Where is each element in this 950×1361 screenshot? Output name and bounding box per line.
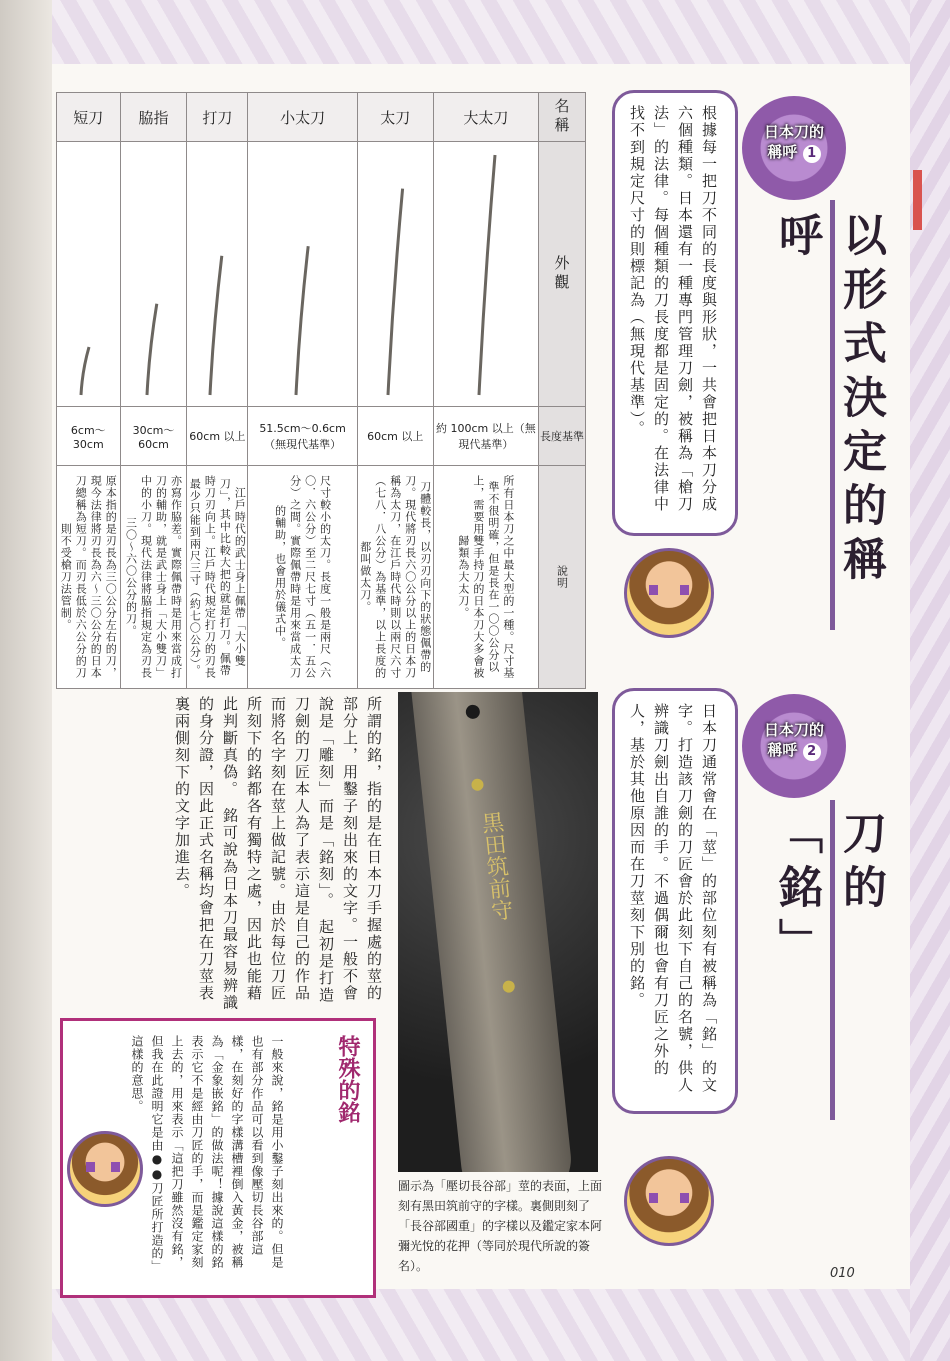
length-cell: 6cm～30cm <box>57 407 121 466</box>
length-cell: 60cm 以上 <box>187 407 248 466</box>
section2-badge-line2: 稱呼 <box>767 741 798 759</box>
table-row-length <box>57 407 586 466</box>
section2-badge-line1: 日本刀的 <box>763 721 824 739</box>
row-label-name: 名稱 <box>539 93 586 142</box>
description-cell: 所有日本刀之中最大型的一種。尺寸基準不很明確，但是長在一〇〇公分以上，需要用雙手持刀的日本刀大多會被歸類為大太刀。 <box>433 466 538 689</box>
blade-cell <box>57 142 121 407</box>
column-header: 脇指 <box>120 93 187 142</box>
row-label-description: 說明 <box>539 466 586 689</box>
character-avatar <box>67 1131 143 1207</box>
sword-tang-image <box>411 692 575 1172</box>
column-header: 短刀 <box>57 93 121 142</box>
bottom-pattern-band <box>0 1289 950 1361</box>
photo-caption: 圖示為「壓切長谷部」莖的表面，上面刻有黑田筑前守的字樣。裏側則刻了「長谷部國重」的字樣以及鑑定家本阿彌光悅的花押（等同於現代所說的簽名）。 <box>398 1179 603 1273</box>
character-avatar <box>624 548 714 638</box>
sword-blade-image <box>73 149 103 399</box>
column-header: 打刀 <box>187 93 248 142</box>
section1-badge-line1: 日本刀的 <box>763 123 824 141</box>
sword-types-table <box>56 92 586 689</box>
row-label-appearance: 外觀 <box>539 142 586 407</box>
section1-bubble-text: 根據每一把刀不同的長度與形狀，一共會把日本刀分成六個種類。日本還有一種專門管理刀劍，被稱為「槍刀法」的法律。每個種類的刀長度都是固定的。在法律中找不到規定尺寸的則標記為（無現代基準）。 <box>628 105 718 513</box>
section1-badge <box>742 96 846 200</box>
section2-title: 刀的「銘」 <box>771 810 886 972</box>
section2-bubble-text: 日本刀通常會在「莖」的部位刻有被稱為「銘」的文字。打造該刀劍的刀匠會於此刻下自己的名號，供人辨識刀劍出自誰的手。不過偶爾也會有刀匠之外的人，基於其他原因而在刀莖刻下別的銘。 <box>628 703 718 1094</box>
sword-blade-image <box>471 149 501 399</box>
column-header: 太刀 <box>357 93 433 142</box>
description-cell: 亦寫作脇差。實際佩帶時是用來當成打刀的輔助，就是武士身上「大小雙刀」中的小刀。現代法律將脇指規定為刃長三〇～六〇公分的刀。 <box>120 466 187 689</box>
page-tab-marker <box>913 170 922 230</box>
section1-badge-number: 1 <box>803 145 821 163</box>
character-avatar <box>624 1156 714 1246</box>
blade-cell <box>248 142 357 407</box>
description-cell: 刀體較長，以刃刃向下的狀態佩帶的刀。現代將刃長六〇公分以上的日本刀稱為太刀，在江戶時代時則以兩尺六寸（七八．八公分）為基準，以上長度的都叫做太刀。 <box>357 466 433 689</box>
description-cell: 尺寸較小的太刀。長度一般是兩尺（六〇．六公分）至二尺七寸（五一．五公分）之間。實際佩帶時是用來當成太刀的輔助，也會用於儀式中。 <box>248 466 357 689</box>
blade-cell <box>187 142 248 407</box>
tang-photo <box>398 692 598 1172</box>
column-header: 大太刀 <box>433 93 538 142</box>
section1-speech-bubble <box>612 90 738 536</box>
row-label-length: 長度基準 <box>539 407 586 466</box>
table-row-description <box>57 466 586 689</box>
description-cell: 江戶時代的武士身上佩帶「大小雙刀」，其中比較大把的就是打刀。佩帶時刀刃向上。江戶時代規定打刀的刃長最少只能到兩尺三寸（約七〇公分）。 <box>187 466 248 689</box>
length-cell: 30cm～60cm <box>120 407 187 466</box>
section2-badge-number: 2 <box>803 743 821 761</box>
section1-title: 以形式決定的稱呼 <box>771 212 886 590</box>
page-number: 010 <box>830 1266 855 1281</box>
length-cell: 60cm 以上 <box>357 407 433 466</box>
special-note-box <box>60 1018 376 1298</box>
book-spine <box>0 0 52 1361</box>
table-header-row <box>57 93 586 142</box>
blade-cell <box>357 142 433 407</box>
sword-blade-image <box>380 149 410 399</box>
top-pattern-band <box>0 0 950 64</box>
sword-blade-image <box>139 149 169 399</box>
length-cell: 51.5cm～0.6cm（無現代基準） <box>248 407 357 466</box>
section2-badge <box>742 694 846 798</box>
section2-speech-bubble <box>612 688 738 1114</box>
body-text: 所謂的銘，指的是在日本刀手握處的莖的部分上，用鑿子刻出來的文字。一般不會說是「雕刻」而是「銘刻」。 起初是打造刀劍的刀匠本人為了表示這是自己的作品而將名字刻在莖上做記號。由於每位刀匠所刻下的銘都各有獨特之處，因此也能藉此判斷真偽。 銘可說為日本刀最容易辨識的身分證，因此正式名稱均會把在刀莖表裏兩側刻下的文字加進去。 <box>173 696 383 1012</box>
special-note-text: 一般來說，銘是用小鑿子刻出來的。但是也有部分作品可以看到像壓切長谷部這樣，在刻好的字樣溝槽裡倒入黃金，被稱為「金象嵌銘」的做法呢！據說這樣的銘表示它不是經由刀匠的手，而是鑑定家刻上去的，用來表示「這把刀雖然沒有銘，但我在此證明它是由●●刀匠所打造的」這樣的意思。 <box>130 1035 284 1273</box>
table-row-appearance <box>57 142 586 407</box>
section1-badge-line2: 稱呼 <box>767 143 798 161</box>
tang-engraving: 黒田筑前守 <box>477 810 514 923</box>
description-cell: 原本指的是刃長為三〇公分左右的刀，現今法律將刃長為六～三〇公分的日本刀總稱為短刀。而刃長低於六公分的刀則不受槍刀法管制。 <box>57 466 121 689</box>
special-note-title: 特殊的銘 <box>335 1035 361 1123</box>
blade-cell <box>120 142 187 407</box>
length-cell: 約 100cm 以上（無現代基準） <box>433 407 538 466</box>
sword-blade-image <box>202 149 232 399</box>
column-header: 小太刀 <box>248 93 357 142</box>
sword-blade-image <box>288 149 318 399</box>
blade-cell <box>433 142 538 407</box>
